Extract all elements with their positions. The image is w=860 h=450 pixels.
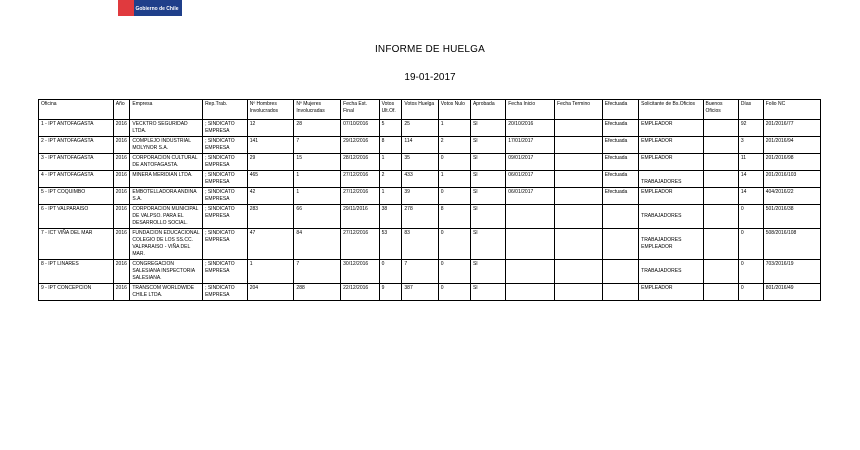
cell-fecha-final: 22/12/2016: [341, 284, 379, 301]
cell-fecha-final: 28/12/2016: [341, 154, 379, 171]
cell-fecha-termino: [555, 284, 603, 301]
cell-anio: 2016: [113, 284, 130, 301]
cell-votos-ult: 9: [379, 284, 402, 301]
cell-mujeres: 288: [294, 284, 341, 301]
cell-dias: 0: [738, 260, 763, 284]
cell-anio: 2016: [113, 188, 130, 205]
cell-votos-huelga: 433: [402, 171, 438, 188]
cell-solicitante: [639, 260, 703, 284]
cell-anio: 2016: [113, 205, 130, 229]
solicitante-value: TRABAJADORES: [641, 268, 682, 274]
cell-folio: 201/2016/98: [763, 154, 820, 171]
cell-aprobada: SI: [470, 205, 505, 229]
cell-mujeres: 66: [294, 205, 341, 229]
cell-mujeres: 1: [294, 171, 341, 188]
cell-fecha-final: 29/11/2016: [341, 205, 379, 229]
cell-buenos-oficios: [703, 284, 738, 301]
cell-solicitante: [639, 284, 703, 301]
cell-oficina: 5 - IPT COQUIMBO: [39, 188, 114, 205]
cell-efectuada: [602, 260, 638, 284]
solicitante-value: TRABAJADORES: [641, 213, 682, 219]
solicitante-value: EMPLEADOR: [641, 121, 673, 127]
report-title: INFORME DE HUELGA: [374, 44, 486, 55]
column-header: Folio NC: [763, 100, 820, 120]
cell-votos-huelga: 25: [402, 120, 438, 137]
cell-solicitante: [639, 171, 703, 188]
cell-fecha-final: 30/12/2016: [341, 260, 379, 284]
table-row: [39, 284, 821, 301]
cell-folio: 508/2016/108: [763, 229, 820, 260]
cell-aprobada: SI: [470, 137, 505, 154]
logo-text: Gobierno de Chile: [135, 6, 179, 12]
cell-folio: 201/2016/94: [763, 137, 820, 154]
cell-fecha-termino: [555, 205, 603, 229]
table-row: [39, 154, 821, 171]
cell-votos-huelga: 278: [402, 205, 438, 229]
cell-aprobada: SI: [470, 171, 505, 188]
table-row: [39, 260, 821, 284]
cell-hombres: 204: [247, 284, 294, 301]
cell-anio: 2016: [113, 120, 130, 137]
column-header: Solicitante de Bs.Oficios: [639, 100, 703, 120]
cell-fecha-inicio: 06/01/2017: [506, 188, 555, 205]
cell-votos-huelga: 83: [402, 229, 438, 260]
cell-oficina: 6 - IPT VALPARAISO: [39, 205, 114, 229]
cell-fecha-termino: [555, 188, 603, 205]
cell-rep-trab: ; SINDICATO EMPRESA: [203, 154, 248, 171]
cell-folio: 501/2016/38: [763, 205, 820, 229]
cell-fecha-inicio: 09/01/2017: [506, 154, 555, 171]
cell-mujeres: 1: [294, 188, 341, 205]
table-row: [39, 229, 821, 260]
cell-fecha-final: 29/12/2016: [341, 137, 379, 154]
cell-buenos-oficios: [703, 205, 738, 229]
column-header: Año: [113, 100, 130, 120]
cell-votos-ult: 38: [379, 205, 402, 229]
cell-rep-trab: ; SINDICATO EMPRESA: [203, 229, 248, 260]
column-header: Días: [738, 100, 763, 120]
cell-mujeres: 7: [294, 137, 341, 154]
cell-empresa: MINERA MERIDIAN LTDA.: [130, 171, 203, 188]
column-header: Rep.Trab.: [203, 100, 248, 120]
cell-folio: 703/2016/19: [763, 260, 820, 284]
solicitante-value: EMPLEADOR: [641, 189, 673, 195]
table-row: [39, 188, 821, 205]
cell-fecha-final: 27/12/2016: [341, 229, 379, 260]
column-header: Oficina: [39, 100, 114, 120]
cell-votos-nulo: 0: [438, 154, 470, 171]
cell-oficina: 8 - IPT LINARES: [39, 260, 114, 284]
cell-fecha-termino: [555, 171, 603, 188]
column-header: Buenos Oficios: [703, 100, 738, 120]
column-header: Fecha Est. Final: [341, 100, 379, 120]
cell-empresa: CORPORACION MUNICIPAL DE VALPSO. PARA EL DESARROLLO SOCIAL.: [130, 205, 203, 229]
strike-report-table: [38, 99, 821, 301]
cell-anio: 2016: [113, 260, 130, 284]
cell-buenos-oficios: [703, 120, 738, 137]
cell-fecha-inicio: [506, 284, 555, 301]
cell-fecha-termino: [555, 120, 603, 137]
cell-empresa: COMPLEJO INDUSTRIAL MOLYNOR S.A.: [130, 137, 203, 154]
cell-fecha-termino: [555, 137, 603, 154]
table-header-row: [39, 100, 821, 120]
cell-rep-trab: ; SINDICATO EMPRESA: [203, 284, 248, 301]
cell-hombres: 1: [247, 260, 294, 284]
column-header: Votos Nulo: [438, 100, 470, 120]
cell-fecha-final: 07/10/2016: [341, 120, 379, 137]
cell-empresa: CONGREGACION SALESIANA INSPECTORIA SALESIANA.: [130, 260, 203, 284]
cell-dias: 11: [738, 154, 763, 171]
cell-fecha-inicio: [506, 205, 555, 229]
cell-oficina: 4 - IPT ANTOFAGASTA: [39, 171, 114, 188]
cell-solicitante: [639, 120, 703, 137]
table-row: [39, 120, 821, 137]
solicitante-value: TRABAJADORES: [641, 179, 682, 185]
table-row: [39, 171, 821, 188]
table-row: [39, 205, 821, 229]
cell-efectuada: Efectuada: [602, 188, 638, 205]
cell-buenos-oficios: [703, 188, 738, 205]
cell-dias: 14: [738, 171, 763, 188]
cell-fecha-termino: [555, 229, 603, 260]
cell-buenos-oficios: [703, 154, 738, 171]
cell-rep-trab: ; SINDICATO EMPRESA: [203, 205, 248, 229]
cell-votos-nulo: 2: [438, 137, 470, 154]
cell-aprobada: SI: [470, 120, 505, 137]
cell-efectuada: [602, 229, 638, 260]
cell-votos-huelga: 114: [402, 137, 438, 154]
cell-mujeres: 7: [294, 260, 341, 284]
cell-efectuada: [602, 284, 638, 301]
cell-hombres: 465: [247, 171, 294, 188]
cell-efectuada: Efectuada: [602, 137, 638, 154]
cell-dias: 3: [738, 137, 763, 154]
solicitante-value: EMPLEADOR: [641, 285, 673, 291]
cell-hombres: 283: [247, 205, 294, 229]
cell-oficina: 9 - IPT CONCEPCION: [39, 284, 114, 301]
cell-votos-ult: 2: [379, 171, 402, 188]
cell-dias: 0: [738, 205, 763, 229]
cell-empresa: EMBOTELLADORA ANDINA S.A.: [130, 188, 203, 205]
cell-hombres: 47: [247, 229, 294, 260]
cell-anio: 2016: [113, 229, 130, 260]
cell-votos-ult: 53: [379, 229, 402, 260]
cell-efectuada: Efectuada: [602, 120, 638, 137]
cell-buenos-oficios: [703, 137, 738, 154]
cell-hombres: 12: [247, 120, 294, 137]
cell-votos-huelga: 7: [402, 260, 438, 284]
cell-buenos-oficios: [703, 229, 738, 260]
cell-solicitante: [639, 188, 703, 205]
cell-solicitante: [639, 229, 703, 260]
cell-fecha-inicio: [506, 229, 555, 260]
gobierno-logo: [118, 0, 182, 16]
column-header: Empresa: [130, 100, 203, 120]
cell-aprobada: SI: [470, 284, 505, 301]
cell-folio: 801/2016/49: [763, 284, 820, 301]
cell-mujeres: 84: [294, 229, 341, 260]
cell-hombres: 29: [247, 154, 294, 171]
cell-rep-trab: ; SINDICATO EMPRESA: [203, 260, 248, 284]
cell-dias: 92: [738, 120, 763, 137]
cell-aprobada: SI: [470, 229, 505, 260]
cell-fecha-inicio: 06/01/2017: [506, 171, 555, 188]
cell-empresa: CORPORACION CULTURAL DE ANTOFAGASTA.: [130, 154, 203, 171]
column-header: Nº Mujeres Involucradas: [294, 100, 341, 120]
cell-votos-ult: 1: [379, 154, 402, 171]
cell-votos-nulo: 1: [438, 120, 470, 137]
cell-fecha-final: 27/12/2016: [341, 188, 379, 205]
cell-votos-nulo: 1: [438, 171, 470, 188]
cell-solicitante: [639, 205, 703, 229]
cell-mujeres: 28: [294, 120, 341, 137]
cell-empresa: FUNDACION EDUCACIONAL COLEGIO DE LOS SS.CC. VALPARAISO - VIÑA DEL MAR.: [130, 229, 203, 260]
cell-rep-trab: ; SINDICATO EMPRESA: [203, 137, 248, 154]
cell-aprobada: SI: [470, 188, 505, 205]
cell-folio: 404/2016/22: [763, 188, 820, 205]
solicitante-value: TRABAJADORES: [641, 237, 682, 243]
cell-votos-nulo: 0: [438, 229, 470, 260]
column-header: Fecha Inicio: [506, 100, 555, 120]
cell-empresa: VECKTRO SEGURIDAD LTDA.: [130, 120, 203, 137]
cell-aprobada: SI: [470, 154, 505, 171]
column-header: Nº Hombres Involucrados: [247, 100, 294, 120]
column-header: Votos Huelga: [402, 100, 438, 120]
table-row: [39, 137, 821, 154]
cell-folio: 201/2016/103: [763, 171, 820, 188]
cell-votos-nulo: 0: [438, 284, 470, 301]
column-header: Votos Ult.Of.: [379, 100, 402, 120]
cell-anio: 2016: [113, 154, 130, 171]
cell-buenos-oficios: [703, 260, 738, 284]
cell-dias: 0: [738, 229, 763, 260]
cell-votos-huelga: 387: [402, 284, 438, 301]
cell-rep-trab: ; SINDICATO EMPRESA: [203, 120, 248, 137]
cell-dias: 14: [738, 188, 763, 205]
cell-fecha-inicio: 20/10/2016: [506, 120, 555, 137]
cell-aprobada: SI: [470, 260, 505, 284]
cell-anio: 2016: [113, 137, 130, 154]
cell-oficina: 3 - IPT ANTOFAGASTA: [39, 154, 114, 171]
cell-votos-ult: 5: [379, 120, 402, 137]
solicitante-value: EMPLEADOR: [641, 244, 673, 250]
cell-rep-trab: ; SINDICATO EMPRESA: [203, 171, 248, 188]
cell-votos-ult: 1: [379, 188, 402, 205]
cell-votos-ult: 0: [379, 260, 402, 284]
cell-hombres: 42: [247, 188, 294, 205]
cell-votos-nulo: 0: [438, 188, 470, 205]
cell-fecha-inicio: 17/01/2017: [506, 137, 555, 154]
cell-efectuada: Efectuada: [602, 154, 638, 171]
solicitante-value: EMPLEADOR: [641, 138, 673, 144]
cell-fecha-inicio: [506, 260, 555, 284]
cell-fecha-termino: [555, 154, 603, 171]
cell-votos-huelga: 39: [402, 188, 438, 205]
cell-fecha-termino: [555, 260, 603, 284]
solicitante-value: EMPLEADOR: [641, 155, 673, 161]
column-header: Fecha Termino: [555, 100, 603, 120]
column-header: Efectuada: [602, 100, 638, 120]
cell-rep-trab: ; SINDICATO EMPRESA: [203, 188, 248, 205]
cell-folio: 201/2016/77: [763, 120, 820, 137]
cell-buenos-oficios: [703, 171, 738, 188]
table-body: [39, 120, 821, 301]
cell-solicitante: [639, 154, 703, 171]
cell-oficina: 2 - IPT ANTOFAGASTA: [39, 137, 114, 154]
column-header: Aprobada: [470, 100, 505, 120]
cell-votos-nulo: 8: [438, 205, 470, 229]
cell-hombres: 141: [247, 137, 294, 154]
cell-empresa: TRANSCOM WORLDWIDE CHILE LTDA.: [130, 284, 203, 301]
cell-mujeres: 15: [294, 154, 341, 171]
cell-efectuada: [602, 205, 638, 229]
cell-efectuada: Efectuada: [602, 171, 638, 188]
cell-votos-nulo: 0: [438, 260, 470, 284]
cell-oficina: 7 - ICT VIÑA DEL MAR: [39, 229, 114, 260]
report-date: 19-01-2017: [404, 72, 456, 83]
cell-votos-huelga: 35: [402, 154, 438, 171]
cell-fecha-final: 27/12/2016: [341, 171, 379, 188]
cell-oficina: 1 - IPT ANTOFAGASTA: [39, 120, 114, 137]
cell-dias: 0: [738, 284, 763, 301]
cell-votos-ult: 8: [379, 137, 402, 154]
cell-solicitante: [639, 137, 703, 154]
cell-anio: 2016: [113, 171, 130, 188]
